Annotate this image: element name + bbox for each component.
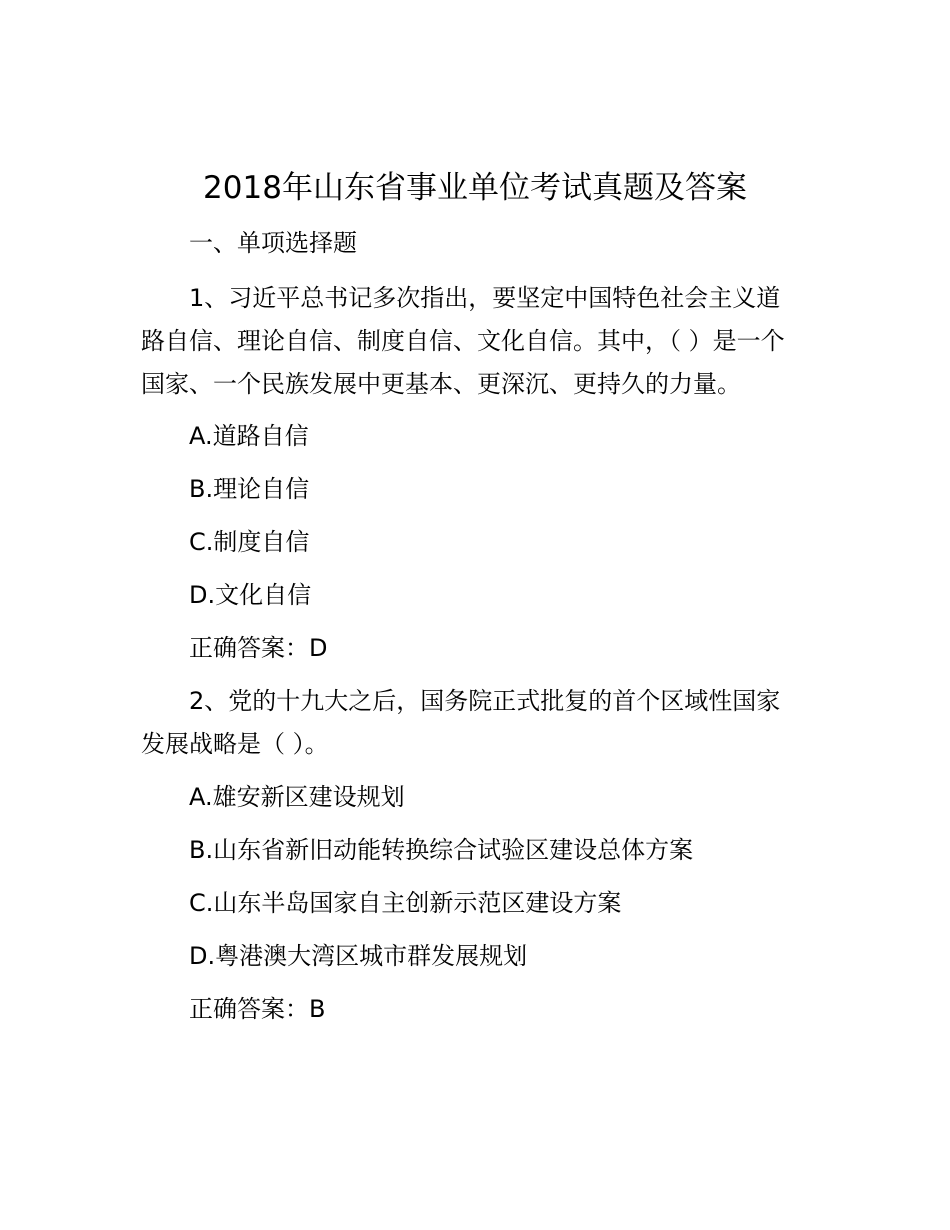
question-2-option-b: B.山东省新旧动能转换综合试验区建设总体方案 [189, 836, 694, 864]
question-2-option-d: D.粤港澳大湾区城市群发展规划 [189, 942, 528, 970]
question-1-stem-line-2: 路自信、理论自信、制度自信、文化自信。其中，（ ）是一个 [141, 327, 785, 355]
question-1-option-c: C.制度自信 [189, 528, 310, 556]
question-2-option-c: C.山东半岛国家自主创新示范区建设方案 [189, 889, 622, 917]
question-1-answer: 正确答案：D [189, 634, 328, 662]
question-1-option-b: B.理论自信 [189, 475, 310, 503]
question-2-stem-line-2: 发展战略是（ ）。 [141, 730, 329, 758]
document-title: 2018年山东省事业单位考试真题及答案 [203, 170, 747, 206]
section-heading: 一、单项选择题 [189, 229, 357, 257]
question-2-answer: 正确答案：B [189, 995, 326, 1023]
question-1-stem-line-1: 1、习近平总书记多次指出，要坚定中国特色社会主义道 [189, 284, 781, 312]
question-1-option-d: D.文化自信 [189, 581, 312, 609]
question-1-option-a: A.道路自信 [189, 422, 309, 450]
question-2-stem-line-1: 2、党的十九大之后，国务院正式批复的首个区域性国家 [189, 687, 781, 715]
question-2-option-a: A.雄安新区建设规划 [189, 783, 405, 811]
question-1-stem-line-3: 国家、一个民族发展中更基本、更深沉、更持久的力量。 [141, 370, 741, 398]
